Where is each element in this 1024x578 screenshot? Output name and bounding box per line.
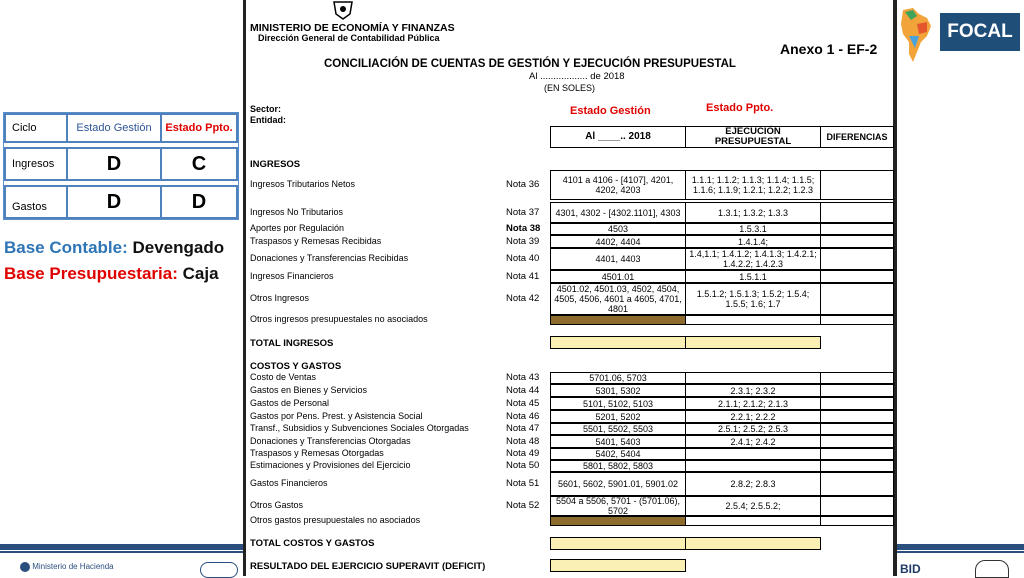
ingresos-row-label: Otros Ingresos <box>250 293 310 303</box>
costos-row-diferencias-cell <box>820 472 894 496</box>
ingresos-row-ppto-codes: 1.5.1.1 <box>739 271 767 282</box>
resultado-label: RESULTADO DEL EJERCICIO SUPERAVIT (DEFICIT) <box>250 561 486 572</box>
ministerio-seal-icon <box>20 562 30 572</box>
base-presupuestaria-value: Caja <box>182 264 219 283</box>
base-presupuestaria <box>4 264 219 284</box>
ingresos-row-nota: Nota 37 <box>506 206 540 218</box>
ingresos-row-ppto-cell <box>685 235 821 248</box>
costos-row-nota: Nota 52 <box>506 500 540 511</box>
costos-row-label: Otros Gastos <box>250 500 304 510</box>
ingresos-row-gestion-cell <box>550 235 686 248</box>
ingresos-row-gestion-cell <box>550 248 686 270</box>
ministerio-hacienda-logo <box>20 562 114 572</box>
costos-row-nota: Nota 44 <box>506 384 540 396</box>
ingresos-gestion-value: D <box>106 152 122 175</box>
ingresos-row-gestion-cell <box>550 315 686 325</box>
ingresos-row-gestion-cell <box>550 202 686 223</box>
costos-row-label: Estimaciones y Provisiones del Ejercicio <box>250 460 411 470</box>
costos-row-label: Gastos de Personal <box>250 397 330 408</box>
ingresos-row-label: Ingresos No Tributarios <box>250 206 344 217</box>
sector-label: Sector: <box>250 104 282 114</box>
costos-row-label: Gastos por Pens. Prest. y Asistencia Social <box>250 410 423 421</box>
row-ingresos-label <box>4 147 68 181</box>
peru-coat-of-arms-icon <box>332 0 354 20</box>
bid-logo-text: BID <box>900 562 921 576</box>
costos-row-diferencias-cell <box>820 410 894 423</box>
costos-row-diferencias-cell <box>820 516 894 526</box>
gastos-ppto-value: D <box>191 190 207 213</box>
costos-row-gestion-accounts: 5801, 5802, 5803 <box>582 461 654 471</box>
ingresos-row-ppto-codes: 1.4.1.4; <box>737 236 769 247</box>
col-header-ejecucion <box>685 126 821 148</box>
costos-row-gestion-accounts: 5401, 5403 <box>595 436 641 447</box>
ingresos-row-ppto-cell <box>685 170 821 200</box>
costos-row-gestion-cell <box>550 435 686 448</box>
costos-row-diferencias-cell <box>820 448 894 460</box>
ingresos-row-gestion-cell <box>550 170 686 200</box>
base-contable <box>4 238 224 258</box>
ingresos-row-ppto-cell <box>685 283 821 315</box>
row-gastos-ppto <box>160 185 238 219</box>
ingresos-row-ppto-cell <box>685 270 821 283</box>
costos-row-nota: Nota 50 <box>506 460 540 471</box>
ingresos-row-nota: Nota 36 <box>506 179 540 190</box>
costos-row-ppto-codes: 2.4.1; 2.4.2 <box>730 436 776 447</box>
ingresos-row-diferencias-cell <box>820 202 894 223</box>
costos-row-gestion-accounts: 5504 a 5506, 5701 - (5701.06), 5702 <box>555 496 681 516</box>
ingresos-row-gestion-accounts: 4402, 4404 <box>595 236 641 247</box>
costos-row-ppto-codes: 2.8.2; 2.8.3 <box>730 479 776 489</box>
ingresos-row-ppto-codes: 1.5.3.1 <box>739 224 767 234</box>
ingresos-row-gestion-accounts: 4503 <box>607 224 629 234</box>
ingresos-row-label: Ingresos Tributarios Netos <box>250 179 356 189</box>
costos-row-ppto-codes: 2.3.1; 2.3.2 <box>730 385 776 396</box>
costos-row-gestion-accounts: 5701.06, 5703 <box>589 373 647 383</box>
costos-row-gestion-accounts: 5601, 5602, 5901.01, 5901.02 <box>557 479 679 489</box>
ingresos-row-ppto-codes: 1.5.1.2; 1.5.1.3; 1.5.2; 1.5.4; 1.5.5; 1.6; 1.7 <box>696 289 810 309</box>
ingresos-row-gestion-accounts: 4401, 4403 <box>595 254 641 264</box>
costos-row-nota: Nota 46 <box>506 410 540 422</box>
costos-row-ppto-cell <box>685 472 821 496</box>
ingresos-row-ppto-cell <box>685 315 821 325</box>
document-currency: (EN SOLES) <box>544 83 596 93</box>
ingresos-row-gestion-accounts: 4101 a 4106 - [4107], 4201, 4202, 4203 <box>562 175 674 195</box>
red-estado-ppto: Estado Ppto. <box>706 102 774 114</box>
costos-section-title: COSTOS Y GASTOS <box>250 361 342 372</box>
ingresos-row-diferencias-cell <box>820 315 894 325</box>
costos-row-ppto-codes: 2.5.1; 2.5.2; 2.5.3 <box>717 424 789 434</box>
conciliation-document <box>243 0 897 576</box>
focal-logo-text: FOCAL <box>947 21 1013 42</box>
ingresos-row-diferencias-cell <box>820 223 894 235</box>
total-costos-label: TOTAL COSTOS Y GASTOS <box>250 538 375 549</box>
ingresos-ppto-value: C <box>191 152 207 175</box>
ingresos-row-diferencias-cell <box>820 170 894 200</box>
row-gastos-label <box>4 185 68 219</box>
base-contable-value: Devengado <box>132 238 225 257</box>
ingresos-row-gestion-cell <box>550 223 686 235</box>
header-ciclo <box>4 113 68 143</box>
ingresos-row-diferencias-cell <box>820 235 894 248</box>
ingresos-row-nota: Nota 42 <box>506 293 540 304</box>
resultado-gestion-cell <box>550 559 686 572</box>
ingresos-label: Ingresos <box>12 158 55 170</box>
ingresos-row-gestion-accounts: 4501.01 <box>601 271 635 282</box>
ingresos-row-label: Aportes por Regulación <box>250 223 345 233</box>
costos-row-nota: Nota 48 <box>506 435 540 447</box>
ingresos-row-nota: Nota 41 <box>506 270 540 282</box>
costos-row-gestion-cell <box>550 410 686 423</box>
costos-row-gestion-accounts: 5501, 5502, 5503 <box>582 424 654 434</box>
header-ppto-label: Estado Ppto. <box>165 122 233 134</box>
costos-row-gestion-cell <box>550 448 686 460</box>
costos-row-diferencias-cell <box>820 496 894 516</box>
costos-row-label: Otros gastos presupuestales no asociados <box>250 515 421 525</box>
costos-row-nota: Nota 43 <box>506 372 540 383</box>
costos-row-ppto-cell <box>685 410 821 423</box>
total-costos-gestion-cell <box>550 537 686 550</box>
header-gestion-label: Estado Gestión <box>76 122 152 134</box>
total-ingresos-label: TOTAL INGRESOS <box>250 338 334 349</box>
base-presupuestaria-label: Base Presupuestaria: <box>4 264 178 283</box>
latin-america-map-icon <box>897 6 935 64</box>
costos-row-diferencias-cell <box>820 372 894 384</box>
costos-row-ppto-cell <box>685 372 821 384</box>
ingresos-section-title: INGRESOS <box>250 159 301 170</box>
bid-logo <box>900 562 921 576</box>
row-gastos-gestion <box>66 185 162 219</box>
base-contable-label: Base Contable: <box>4 238 128 257</box>
costos-row-nota: Nota 45 <box>506 397 540 409</box>
entidad-label: Entidad: <box>250 115 286 125</box>
header-ppto <box>160 113 238 143</box>
total-ingresos-ppto-cell <box>685 336 821 349</box>
ingresos-row-nota: Nota 38 <box>506 223 541 234</box>
costos-row-nota: Nota 51 <box>506 478 540 489</box>
ingresos-row-label: Ingresos Financieros <box>250 270 334 281</box>
costos-row-ppto-cell <box>685 423 821 435</box>
col-header-diferencias <box>820 126 894 148</box>
costos-row-gestion-accounts: 5201, 5202 <box>595 411 641 422</box>
costos-row-ppto-cell <box>685 496 821 516</box>
costos-row-ppto-cell <box>685 516 821 526</box>
header-gestion <box>66 113 162 143</box>
costos-row-diferencias-cell <box>820 384 894 397</box>
costos-row-gestion-accounts: 5101, 5102, 5103 <box>582 398 654 409</box>
gastos-label: Gastos <box>12 201 47 213</box>
ministerio-hacienda-text: Ministerio de Hacienda <box>32 562 114 572</box>
ingresos-row-gestion-accounts: 4301, 4302 - [4302.1101], 4303 <box>555 207 681 218</box>
costos-row-ppto-cell <box>685 460 821 472</box>
document-date: Al .................. de 2018 <box>529 71 625 82</box>
ingresos-row-gestion-cell <box>550 283 686 315</box>
costos-row-ppto-cell <box>685 435 821 448</box>
ingresos-row-ppto-codes: 1.1.1; 1.1.2; 1.1.3; 1.1.4; 1.1.5; 1.1.6; 1.1.9; 1.2.1; 1.2.2; 1.2.3 <box>691 175 815 195</box>
ingresos-row-label: Otros ingresos presupuestales no asociados <box>250 314 428 324</box>
ingresos-row-diferencias-cell <box>820 248 894 270</box>
costos-row-nota: Nota 49 <box>506 448 540 459</box>
focal-logo <box>940 13 1020 51</box>
direccion-name: Dirección General de Contabilidad Pública <box>258 33 440 43</box>
total-ingresos-gestion-cell <box>550 336 686 349</box>
costos-row-label: Transf., Subsidios y Subvenciones Sociales Otorgadas <box>250 423 469 433</box>
ingresos-row-ppto-cell <box>685 202 821 223</box>
summary-table <box>3 112 239 220</box>
costos-row-ppto-codes: 2.5.4; 2.5.5.2; <box>725 501 781 511</box>
costos-row-gestion-cell <box>550 397 686 410</box>
ingresos-row-ppto-cell <box>685 223 821 235</box>
costos-row-label: Gastos en Bienes y Servicios <box>250 384 368 395</box>
costos-row-nota: Nota 47 <box>506 423 540 434</box>
costos-row-ppto-codes: 2.1.1; 2.1.2; 2.1.3 <box>717 398 789 409</box>
total-costos-ppto-cell <box>685 537 821 550</box>
costos-row-ppto-cell <box>685 384 821 397</box>
costos-row-gestion-cell <box>550 460 686 472</box>
ingresos-row-label: Traspasos y Remesas Recibidas <box>250 235 382 246</box>
costos-row-label: Traspasos y Remesas Otorgadas <box>250 448 384 458</box>
header-ciclo-label: Ciclo <box>12 122 37 134</box>
ministry-name: MINISTERIO DE ECONOMÍA Y FINANZAS <box>250 22 455 34</box>
ingresos-row-ppto-codes: 1.3.1; 1.3.2; 1.3.3 <box>717 207 789 218</box>
col-header-ejecucion-text: EJECUCIÓN PRESUPUESTAL <box>714 126 792 147</box>
col-header-diferencias-text: DIFERENCIAS <box>826 132 888 142</box>
costos-row-ppto-cell <box>685 397 821 410</box>
ingresos-row-gestion-cell <box>550 270 686 283</box>
ingresos-row-ppto-cell <box>685 248 821 270</box>
costos-row-gestion-accounts: 5402, 5404 <box>595 449 641 459</box>
costos-row-gestion-cell <box>550 496 686 516</box>
costos-row-diferencias-cell <box>820 423 894 435</box>
costos-row-gestion-accounts: 5301, 5302 <box>595 385 641 396</box>
col-header-al-text: Al ____.. 2018 <box>585 131 651 142</box>
ingresos-row-gestion-accounts: 4501.02, 4501.03, 4502, 4504, 4505, 4506, 4601 a 4605, 4701, 4801 <box>554 284 682 314</box>
ingresos-row-ppto-codes: 1.4,1.1; 1.4.1.2; 1.4.1.3; 1.4.2.1; 1.4.2.2; 1.4.2.3 <box>689 249 817 269</box>
gastos-gestion-value: D <box>106 190 122 213</box>
red-estado-gestion: Estado Gestión <box>570 105 651 117</box>
costos-row-label: Gastos Financieros <box>250 478 328 488</box>
row-ingresos-gestion <box>66 147 162 181</box>
document-title: CONCILIACIÓN DE CUENTAS DE GESTIÓN Y EJECUCIÓN PRESUPUESTAL <box>324 58 736 70</box>
anexo-label: Anexo 1 - EF-2 <box>780 41 878 57</box>
ingresos-row-nota: Nota 40 <box>506 253 540 264</box>
row-ingresos-ppto <box>160 147 238 181</box>
costos-row-diferencias-cell <box>820 460 894 472</box>
costos-row-label: Donaciones y Transferencias Otorgadas <box>250 435 411 446</box>
costos-row-gestion-cell <box>550 423 686 435</box>
ingresos-row-diferencias-cell <box>820 283 894 315</box>
costos-row-gestion-cell <box>550 472 686 496</box>
imf-seal-icon <box>975 560 1009 578</box>
costos-row-diferencias-cell <box>820 435 894 448</box>
costos-row-gestion-cell <box>550 516 686 526</box>
costos-row-ppto-codes: 2.2.1; 2.2.2 <box>730 411 776 422</box>
ingresos-row-diferencias-cell <box>820 270 894 283</box>
col-header-al <box>550 126 686 148</box>
ingresos-row-label: Donaciones y Transferencias Recibidas <box>250 253 409 263</box>
costos-row-label: Costo de Ventas <box>250 372 317 382</box>
ingresos-row-nota: Nota 39 <box>506 235 540 247</box>
costos-row-ppto-cell <box>685 448 821 460</box>
costos-row-gestion-cell <box>550 384 686 397</box>
costos-row-gestion-cell <box>550 372 686 384</box>
costos-row-diferencias-cell <box>820 397 894 410</box>
